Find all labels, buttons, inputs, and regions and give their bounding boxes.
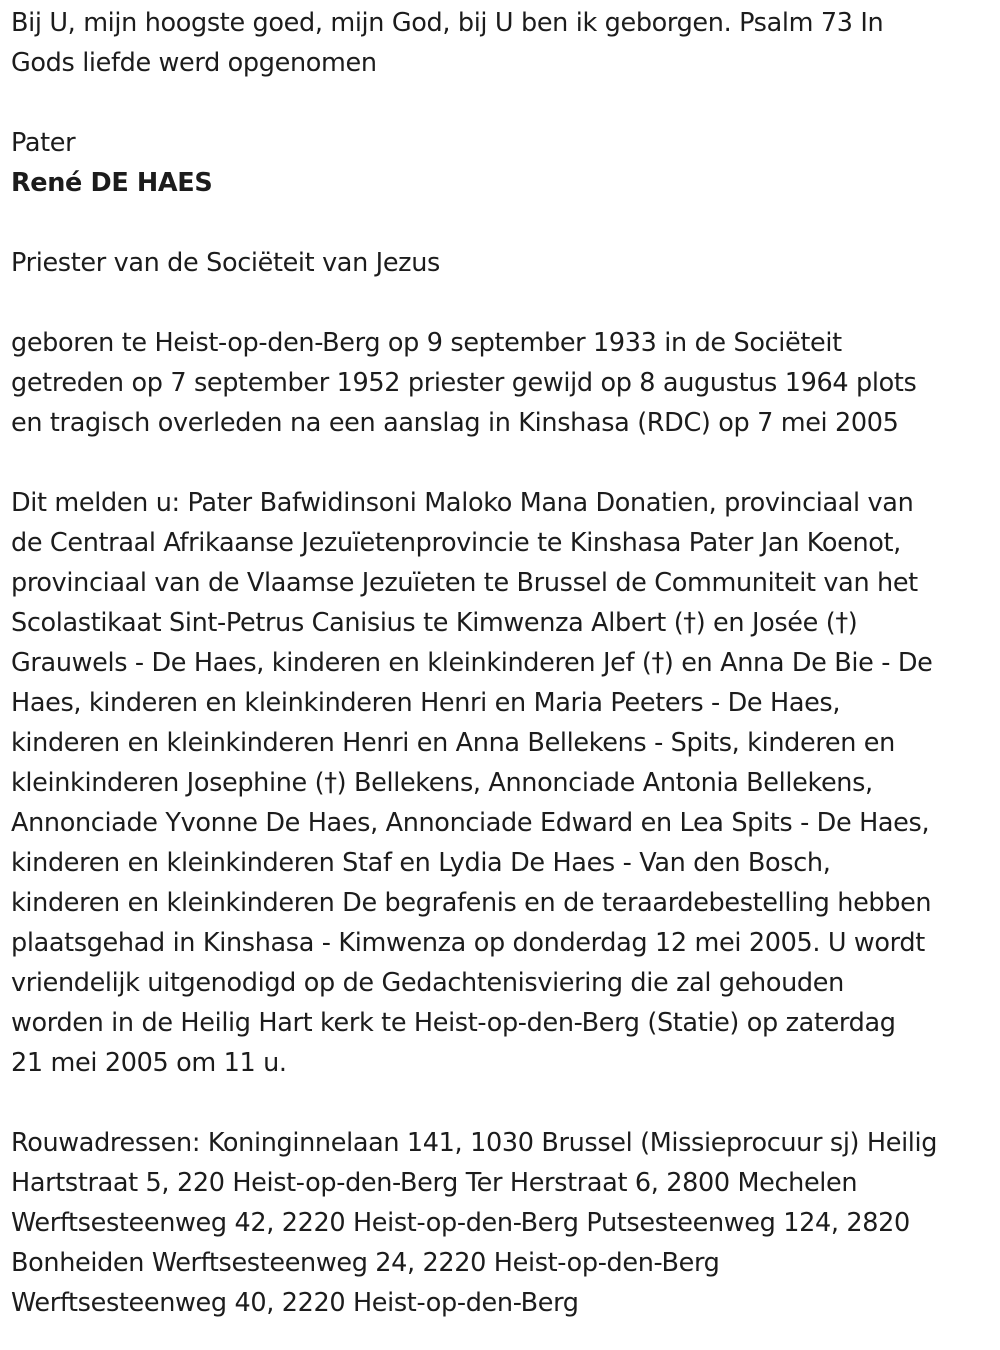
- text-line: kinderen en kleinkinderen Henri en Anna Bellekens - Spits, kinderen en: [11, 728, 895, 758]
- bio-paragraph: [11, 323, 995, 443]
- paragraph-gap: [11, 443, 995, 483]
- paragraph-gap: [11, 283, 995, 323]
- text-line: Bij U, mijn hoogste goed, mijn God, bij U ben ik geborgen. Psalm 73 In: [11, 8, 884, 38]
- text-line: Hartstraat 5, 220 Heist-op-den-Berg Ter Herstraat 6, 2800 Mechelen: [11, 1168, 858, 1198]
- text-line: Annonciade Yvonne De Haes, Annonciade Edward en Lea Spits - De Haes,: [11, 808, 930, 838]
- text-line: 21 mei 2005 om 11 u.: [11, 1048, 287, 1078]
- address-paragraph: [11, 1123, 995, 1323]
- text-line: plaatsgehad in Kinshasa - Kimwenza op donderdag 12 mei 2005. U wordt: [11, 928, 925, 958]
- title-prefix: Pater: [11, 128, 76, 158]
- text-line: geboren te Heist-op-den-Berg op 9 september 1933 in de Sociëteit: [11, 328, 842, 358]
- announcement-paragraph: [11, 483, 995, 1083]
- intro-paragraph: [11, 3, 995, 83]
- text-line: kleinkinderen Josephine (†) Bellekens, Annonciade Antonia Bellekens,: [11, 768, 873, 798]
- obituary-notice: [11, 3, 995, 1323]
- paragraph-gap: [11, 203, 995, 243]
- text-line: Werftsesteenweg 40, 2220 Heist-op-den-Berg: [11, 1288, 579, 1318]
- text-line: getreden op 7 september 1952 priester gewijd op 8 augustus 1964 plots: [11, 368, 917, 398]
- text-line: worden in de Heilig Hart kerk te Heist-op-den-Berg (Statie) op zaterdag: [11, 1008, 896, 1038]
- text-line: en tragisch overleden na een aanslag in Kinshasa (RDC) op 7 mei 2005: [11, 408, 899, 438]
- text-line: kinderen en kleinkinderen De begrafenis en de teraardebestelling hebben: [11, 888, 932, 918]
- text-line: Grauwels - De Haes, kinderen en kleinkinderen Jef (†) en Anna De Bie - De: [11, 648, 933, 678]
- text-line: Rouwadressen: Koninginnelaan 141, 1030 Brussel (Missieprocuur sj) Heilig: [11, 1128, 938, 1158]
- deceased-name: René DE HAES: [11, 168, 213, 198]
- text-line: Werftsesteenweg 42, 2220 Heist-op-den-Berg Putsesteenweg 124, 2820: [11, 1208, 910, 1238]
- text-line: vriendelijk uitgenodigd op de Gedachtenisviering die zal gehouden: [11, 968, 844, 998]
- text-line: de Centraal Afrikaanse Jezuïetenprovincie te Kinshasa Pater Jan Koenot,: [11, 528, 901, 558]
- text-line: provinciaal van de Vlaamse Jezuïeten te Brussel de Communiteit van het: [11, 568, 918, 598]
- paragraph-gap: [11, 1083, 995, 1123]
- role-line: Priester van de Sociëteit van Jezus: [11, 248, 440, 278]
- text-line: Haes, kinderen en kleinkinderen Henri en Maria Peeters - De Haes,: [11, 688, 841, 718]
- text-line: Scolastikaat Sint-Petrus Canisius te Kimwenza Albert (†) en Josée (†): [11, 608, 858, 638]
- paragraph-gap: [11, 83, 995, 123]
- text-line: kinderen en kleinkinderen Staf en Lydia De Haes - Van den Bosch,: [11, 848, 831, 878]
- text-line: Bonheiden Werftsesteenweg 24, 2220 Heist-op-den-Berg: [11, 1248, 720, 1278]
- text-line: Dit melden u: Pater Bafwidinsoni Maloko Mana Donatien, provinciaal van: [11, 488, 914, 518]
- text-line: Gods liefde werd opgenomen: [11, 48, 377, 78]
